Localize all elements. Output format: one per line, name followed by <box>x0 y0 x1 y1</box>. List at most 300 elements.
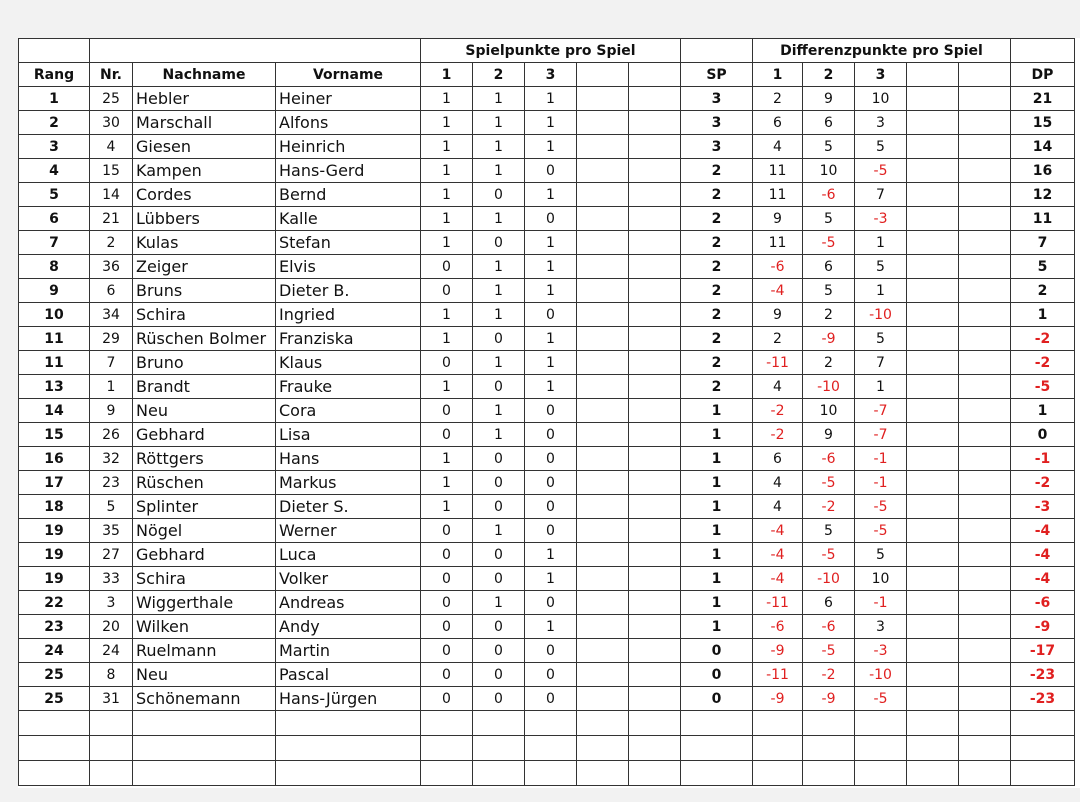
differenz-1-cell[interactable]: 4 <box>753 135 803 159</box>
nr-cell[interactable]: 3 <box>90 591 133 615</box>
spielpunkte-3-cell[interactable]: 0 <box>525 303 577 327</box>
empty-cell[interactable] <box>629 255 681 279</box>
header-empty-cell[interactable] <box>1011 39 1075 63</box>
empty-cell[interactable] <box>907 351 959 375</box>
dp-cell[interactable]: -2 <box>1011 351 1075 375</box>
sp-cell[interactable]: 1 <box>681 615 753 639</box>
empty-cell[interactable] <box>681 736 753 761</box>
rang-cell[interactable]: 2 <box>19 111 90 135</box>
empty-cell[interactable] <box>577 639 629 663</box>
differenz-1-cell[interactable]: 9 <box>753 207 803 231</box>
rang-cell[interactable]: 23 <box>19 615 90 639</box>
empty-cell[interactable] <box>629 543 681 567</box>
nachname-cell[interactable]: Gebhard <box>133 423 276 447</box>
empty-cell[interactable] <box>959 207 1011 231</box>
nr-cell[interactable]: 7 <box>90 351 133 375</box>
empty-cell[interactable] <box>577 375 629 399</box>
empty-cell[interactable] <box>629 687 681 711</box>
spielpunkte-3-cell[interactable]: 1 <box>525 279 577 303</box>
vorname-cell[interactable]: Kalle <box>276 207 421 231</box>
spielpunkte-2-cell[interactable]: 1 <box>473 279 525 303</box>
empty-cell[interactable] <box>959 519 1011 543</box>
sp-cell[interactable]: 2 <box>681 159 753 183</box>
differenz-3-cell[interactable]: 1 <box>855 375 907 399</box>
nachname-cell[interactable]: Hebler <box>133 87 276 111</box>
vorname-cell[interactable]: Frauke <box>276 375 421 399</box>
header-empty-cell[interactable] <box>90 39 421 63</box>
empty-cell[interactable] <box>577 423 629 447</box>
empty-cell[interactable] <box>959 399 1011 423</box>
spielpunkte-2-cell[interactable]: 0 <box>473 663 525 687</box>
spielpunkte-2-cell[interactable]: 0 <box>473 183 525 207</box>
differenz-2-cell[interactable]: -5 <box>803 543 855 567</box>
empty-cell[interactable] <box>19 761 90 786</box>
empty-cell[interactable] <box>577 279 629 303</box>
spielpunkte-2-cell[interactable]: 1 <box>473 399 525 423</box>
nr-cell[interactable]: 4 <box>90 135 133 159</box>
differenz-1-cell[interactable]: -9 <box>753 687 803 711</box>
differenz-1-cell[interactable]: 9 <box>753 303 803 327</box>
dp-cell[interactable]: 12 <box>1011 183 1075 207</box>
nr-cell[interactable]: 26 <box>90 423 133 447</box>
vorname-cell[interactable]: Lisa <box>276 423 421 447</box>
differenz-1-cell[interactable]: 4 <box>753 471 803 495</box>
empty-cell[interactable] <box>959 761 1011 786</box>
vorname-cell[interactable]: Hans-Gerd <box>276 159 421 183</box>
differenz-1-cell[interactable]: 4 <box>753 495 803 519</box>
vorname-cell[interactable]: Bernd <box>276 183 421 207</box>
empty-cell[interactable] <box>629 663 681 687</box>
empty-cell[interactable] <box>577 303 629 327</box>
rang-cell[interactable]: 10 <box>19 303 90 327</box>
empty-cell[interactable] <box>133 761 276 786</box>
differenz-2-cell[interactable]: -5 <box>803 639 855 663</box>
differenz-3-cell[interactable]: -7 <box>855 399 907 423</box>
differenz-2-cell[interactable]: 9 <box>803 423 855 447</box>
empty-cell[interactable] <box>907 495 959 519</box>
spielpunkte-2-cell[interactable]: 0 <box>473 687 525 711</box>
vorname-cell[interactable]: Martin <box>276 639 421 663</box>
spielpunkte-3-cell[interactable]: 0 <box>525 663 577 687</box>
column-header-game-1[interactable]: 1 <box>421 63 473 87</box>
differenz-2-cell[interactable]: -2 <box>803 663 855 687</box>
empty-cell[interactable] <box>959 663 1011 687</box>
spielpunkte-2-cell[interactable]: 1 <box>473 207 525 231</box>
vorname-cell[interactable]: Andreas <box>276 591 421 615</box>
empty-cell[interactable] <box>907 639 959 663</box>
spielpunkte-1-cell[interactable]: 1 <box>421 447 473 471</box>
differenz-2-cell[interactable]: 2 <box>803 303 855 327</box>
empty-cell[interactable] <box>577 543 629 567</box>
differenz-1-cell[interactable]: -11 <box>753 663 803 687</box>
sp-cell[interactable]: 1 <box>681 399 753 423</box>
column-header-empty[interactable] <box>577 63 629 87</box>
spielpunkte-1-cell[interactable]: 0 <box>421 663 473 687</box>
spielpunkte-1-cell[interactable]: 1 <box>421 135 473 159</box>
nr-cell[interactable]: 24 <box>90 639 133 663</box>
rang-cell[interactable]: 7 <box>19 231 90 255</box>
empty-cell[interactable] <box>907 207 959 231</box>
spielpunkte-2-cell[interactable]: 0 <box>473 639 525 663</box>
spielpunkte-1-cell[interactable]: 0 <box>421 399 473 423</box>
empty-cell[interactable] <box>959 471 1011 495</box>
spielpunkte-1-cell[interactable]: 1 <box>421 207 473 231</box>
spielpunkte-3-cell[interactable]: 0 <box>525 687 577 711</box>
sp-cell[interactable]: 2 <box>681 303 753 327</box>
empty-cell[interactable] <box>577 591 629 615</box>
differenz-3-cell[interactable]: -7 <box>855 423 907 447</box>
dp-cell[interactable]: 11 <box>1011 207 1075 231</box>
empty-cell[interactable] <box>907 761 959 786</box>
empty-cell[interactable] <box>753 736 803 761</box>
empty-cell[interactable] <box>959 87 1011 111</box>
nr-cell[interactable]: 8 <box>90 663 133 687</box>
nr-cell[interactable]: 15 <box>90 159 133 183</box>
empty-cell[interactable] <box>421 711 473 736</box>
differenz-1-cell[interactable]: -4 <box>753 519 803 543</box>
empty-cell[interactable] <box>577 327 629 351</box>
sp-cell[interactable]: 2 <box>681 255 753 279</box>
differenz-2-cell[interactable]: 5 <box>803 135 855 159</box>
vorname-cell[interactable]: Dieter B. <box>276 279 421 303</box>
differenz-2-cell[interactable]: -2 <box>803 495 855 519</box>
rang-cell[interactable]: 1 <box>19 87 90 111</box>
differenz-3-cell[interactable]: -3 <box>855 639 907 663</box>
empty-cell[interactable] <box>90 711 133 736</box>
rang-cell[interactable]: 19 <box>19 519 90 543</box>
empty-cell[interactable] <box>907 87 959 111</box>
nr-cell[interactable]: 2 <box>90 231 133 255</box>
spielpunkte-2-cell[interactable]: 0 <box>473 615 525 639</box>
empty-cell[interactable] <box>959 351 1011 375</box>
empty-cell[interactable] <box>525 736 577 761</box>
empty-cell[interactable] <box>629 591 681 615</box>
sp-cell[interactable]: 2 <box>681 375 753 399</box>
vorname-cell[interactable]: Hans <box>276 447 421 471</box>
rang-cell[interactable]: 6 <box>19 207 90 231</box>
vorname-cell[interactable]: Andy <box>276 615 421 639</box>
vorname-cell[interactable]: Stefan <box>276 231 421 255</box>
dp-cell[interactable]: 1 <box>1011 399 1075 423</box>
sp-cell[interactable]: 1 <box>681 495 753 519</box>
nr-cell[interactable]: 29 <box>90 327 133 351</box>
sp-cell[interactable]: 2 <box>681 279 753 303</box>
differenz-2-cell[interactable]: -5 <box>803 471 855 495</box>
spielpunkte-2-cell[interactable]: 1 <box>473 255 525 279</box>
nachname-cell[interactable]: Zeiger <box>133 255 276 279</box>
column-header-game-2[interactable]: 2 <box>473 63 525 87</box>
dp-cell[interactable]: -4 <box>1011 567 1075 591</box>
empty-cell[interactable] <box>907 543 959 567</box>
empty-cell[interactable] <box>907 135 959 159</box>
differenz-1-cell[interactable]: 6 <box>753 111 803 135</box>
empty-cell[interactable] <box>907 375 959 399</box>
spielpunkte-2-cell[interactable]: 1 <box>473 111 525 135</box>
vorname-cell[interactable]: Heiner <box>276 87 421 111</box>
empty-cell[interactable] <box>629 351 681 375</box>
rang-cell[interactable]: 4 <box>19 159 90 183</box>
spielpunkte-1-cell[interactable]: 1 <box>421 303 473 327</box>
empty-cell[interactable] <box>753 761 803 786</box>
empty-cell[interactable] <box>629 207 681 231</box>
spielpunkte-3-cell[interactable]: 1 <box>525 567 577 591</box>
spielpunkte-1-cell[interactable]: 1 <box>421 231 473 255</box>
column-header-diff-1[interactable]: 1 <box>753 63 803 87</box>
nachname-cell[interactable]: Wiggerthale <box>133 591 276 615</box>
nachname-cell[interactable]: Giesen <box>133 135 276 159</box>
empty-cell[interactable] <box>959 736 1011 761</box>
empty-cell[interactable] <box>907 279 959 303</box>
empty-cell[interactable] <box>907 591 959 615</box>
empty-cell[interactable] <box>577 399 629 423</box>
differenz-3-cell[interactable]: -10 <box>855 663 907 687</box>
empty-cell[interactable] <box>577 687 629 711</box>
spielpunkte-1-cell[interactable]: 1 <box>421 471 473 495</box>
differenz-3-cell[interactable]: -5 <box>855 159 907 183</box>
empty-cell[interactable] <box>629 639 681 663</box>
nachname-cell[interactable]: Bruno <box>133 351 276 375</box>
differenz-2-cell[interactable]: -10 <box>803 567 855 591</box>
empty-cell[interactable] <box>907 447 959 471</box>
empty-cell[interactable] <box>959 159 1011 183</box>
spielpunkte-2-cell[interactable]: 0 <box>473 471 525 495</box>
nr-cell[interactable]: 5 <box>90 495 133 519</box>
differenz-1-cell[interactable]: 2 <box>753 87 803 111</box>
nr-cell[interactable]: 23 <box>90 471 133 495</box>
dp-cell[interactable]: -9 <box>1011 615 1075 639</box>
empty-cell[interactable] <box>473 736 525 761</box>
differenz-2-cell[interactable]: 10 <box>803 399 855 423</box>
empty-cell[interactable] <box>803 711 855 736</box>
spielpunkte-1-cell[interactable]: 0 <box>421 543 473 567</box>
spielpunkte-1-cell[interactable]: 0 <box>421 567 473 591</box>
differenz-1-cell[interactable]: -11 <box>753 591 803 615</box>
dp-cell[interactable]: -23 <box>1011 663 1075 687</box>
empty-cell[interactable] <box>907 736 959 761</box>
spielpunkte-1-cell[interactable]: 1 <box>421 375 473 399</box>
spielpunkte-3-cell[interactable]: 0 <box>525 471 577 495</box>
sp-cell[interactable]: 0 <box>681 663 753 687</box>
differenz-3-cell[interactable]: 7 <box>855 351 907 375</box>
empty-cell[interactable] <box>629 399 681 423</box>
dp-cell[interactable]: -4 <box>1011 543 1075 567</box>
vorname-cell[interactable]: Luca <box>276 543 421 567</box>
differenz-1-cell[interactable]: -2 <box>753 399 803 423</box>
empty-cell[interactable] <box>473 711 525 736</box>
empty-cell[interactable] <box>577 495 629 519</box>
dp-cell[interactable]: 21 <box>1011 87 1075 111</box>
differenz-3-cell[interactable]: -5 <box>855 687 907 711</box>
nr-cell[interactable]: 33 <box>90 567 133 591</box>
dp-cell[interactable]: -17 <box>1011 639 1075 663</box>
vorname-cell[interactable]: Cora <box>276 399 421 423</box>
sp-cell[interactable]: 1 <box>681 567 753 591</box>
dp-cell[interactable]: 0 <box>1011 423 1075 447</box>
empty-cell[interactable] <box>959 111 1011 135</box>
empty-cell[interactable] <box>1011 761 1075 786</box>
empty-cell[interactable] <box>577 663 629 687</box>
spielpunkte-2-cell[interactable]: 1 <box>473 303 525 327</box>
empty-cell[interactable] <box>959 135 1011 159</box>
differenz-2-cell[interactable]: -6 <box>803 615 855 639</box>
empty-cell[interactable] <box>907 183 959 207</box>
empty-cell[interactable] <box>577 159 629 183</box>
spielpunkte-group-header[interactable]: Spielpunkte pro Spiel <box>421 39 681 63</box>
differenz-3-cell[interactable]: 5 <box>855 543 907 567</box>
differenz-2-cell[interactable]: -9 <box>803 687 855 711</box>
empty-cell[interactable] <box>133 736 276 761</box>
empty-cell[interactable] <box>803 761 855 786</box>
vorname-cell[interactable]: Werner <box>276 519 421 543</box>
empty-cell[interactable] <box>959 615 1011 639</box>
differenz-1-cell[interactable]: 4 <box>753 375 803 399</box>
rang-cell[interactable]: 15 <box>19 423 90 447</box>
spielpunkte-1-cell[interactable]: 1 <box>421 87 473 111</box>
empty-cell[interactable] <box>629 135 681 159</box>
vorname-cell[interactable]: Hans-Jürgen <box>276 687 421 711</box>
empty-cell[interactable] <box>19 711 90 736</box>
spielpunkte-3-cell[interactable]: 1 <box>525 111 577 135</box>
column-header-game-3[interactable]: 3 <box>525 63 577 87</box>
nachname-cell[interactable]: Ruelmann <box>133 639 276 663</box>
spielpunkte-1-cell[interactable]: 1 <box>421 327 473 351</box>
empty-cell[interactable] <box>629 279 681 303</box>
nachname-cell[interactable]: Neu <box>133 663 276 687</box>
sp-cell[interactable]: 1 <box>681 543 753 567</box>
spielpunkte-1-cell[interactable]: 0 <box>421 279 473 303</box>
spielpunkte-3-cell[interactable]: 1 <box>525 135 577 159</box>
empty-cell[interactable] <box>855 761 907 786</box>
empty-cell[interactable] <box>629 761 681 786</box>
column-header-diff-3[interactable]: 3 <box>855 63 907 87</box>
column-header-empty[interactable] <box>907 63 959 87</box>
spielpunkte-3-cell[interactable]: 1 <box>525 543 577 567</box>
empty-cell[interactable] <box>959 423 1011 447</box>
empty-cell[interactable] <box>907 111 959 135</box>
empty-cell[interactable] <box>959 591 1011 615</box>
differenz-2-cell[interactable]: 5 <box>803 207 855 231</box>
empty-cell[interactable] <box>907 471 959 495</box>
empty-cell[interactable] <box>959 711 1011 736</box>
empty-cell[interactable] <box>276 711 421 736</box>
nachname-cell[interactable]: Cordes <box>133 183 276 207</box>
empty-cell[interactable] <box>629 327 681 351</box>
differenz-1-cell[interactable]: -4 <box>753 279 803 303</box>
spielpunkte-1-cell[interactable]: 1 <box>421 111 473 135</box>
spielpunkte-3-cell[interactable]: 0 <box>525 639 577 663</box>
empty-cell[interactable] <box>577 615 629 639</box>
empty-cell[interactable] <box>577 87 629 111</box>
empty-cell[interactable] <box>1011 736 1075 761</box>
empty-cell[interactable] <box>907 399 959 423</box>
differenz-3-cell[interactable]: -3 <box>855 207 907 231</box>
empty-cell[interactable] <box>629 159 681 183</box>
differenz-1-cell[interactable]: 2 <box>753 327 803 351</box>
empty-cell[interactable] <box>959 639 1011 663</box>
differenz-1-cell[interactable]: -6 <box>753 615 803 639</box>
spielpunkte-2-cell[interactable]: 1 <box>473 351 525 375</box>
differenz-2-cell[interactable]: 10 <box>803 159 855 183</box>
empty-cell[interactable] <box>855 711 907 736</box>
empty-cell[interactable] <box>276 761 421 786</box>
empty-cell[interactable] <box>907 711 959 736</box>
header-empty-cell[interactable] <box>681 39 753 63</box>
empty-cell[interactable] <box>907 231 959 255</box>
empty-cell[interactable] <box>629 711 681 736</box>
empty-cell[interactable] <box>525 761 577 786</box>
empty-cell[interactable] <box>959 495 1011 519</box>
nachname-cell[interactable]: Nögel <box>133 519 276 543</box>
differenz-3-cell[interactable]: 5 <box>855 255 907 279</box>
vorname-cell[interactable]: Alfons <box>276 111 421 135</box>
differenz-1-cell[interactable]: -2 <box>753 423 803 447</box>
empty-cell[interactable] <box>629 87 681 111</box>
empty-cell[interactable] <box>577 711 629 736</box>
empty-cell[interactable] <box>629 423 681 447</box>
empty-cell[interactable] <box>959 327 1011 351</box>
nr-cell[interactable]: 1 <box>90 375 133 399</box>
spielpunkte-1-cell[interactable]: 1 <box>421 183 473 207</box>
nachname-cell[interactable]: Schira <box>133 567 276 591</box>
rang-cell[interactable]: 3 <box>19 135 90 159</box>
differenz-1-cell[interactable]: -4 <box>753 543 803 567</box>
dp-cell[interactable]: -3 <box>1011 495 1075 519</box>
empty-cell[interactable] <box>629 303 681 327</box>
spielpunkte-2-cell[interactable]: 1 <box>473 159 525 183</box>
empty-cell[interactable] <box>577 207 629 231</box>
nr-cell[interactable]: 31 <box>90 687 133 711</box>
spielpunkte-3-cell[interactable]: 1 <box>525 255 577 279</box>
nachname-cell[interactable]: Kampen <box>133 159 276 183</box>
rang-cell[interactable]: 9 <box>19 279 90 303</box>
spielpunkte-3-cell[interactable]: 1 <box>525 87 577 111</box>
empty-cell[interactable] <box>959 543 1011 567</box>
dp-cell[interactable]: -2 <box>1011 471 1075 495</box>
empty-cell[interactable] <box>629 375 681 399</box>
nr-cell[interactable]: 30 <box>90 111 133 135</box>
vorname-cell[interactable]: Volker <box>276 567 421 591</box>
spielpunkte-1-cell[interactable]: 0 <box>421 639 473 663</box>
nachname-cell[interactable]: Rüschen Bolmer <box>133 327 276 351</box>
empty-cell[interactable] <box>421 761 473 786</box>
nachname-cell[interactable]: Neu <box>133 399 276 423</box>
differenz-1-cell[interactable]: 11 <box>753 183 803 207</box>
nr-cell[interactable]: 9 <box>90 399 133 423</box>
rang-cell[interactable]: 19 <box>19 543 90 567</box>
vorname-cell[interactable]: Elvis <box>276 255 421 279</box>
differenz-2-cell[interactable]: -5 <box>803 231 855 255</box>
column-header-rang[interactable]: Rang <box>19 63 90 87</box>
dp-cell[interactable]: 7 <box>1011 231 1075 255</box>
rang-cell[interactable]: 5 <box>19 183 90 207</box>
differenz-3-cell[interactable]: 1 <box>855 279 907 303</box>
sp-cell[interactable]: 2 <box>681 327 753 351</box>
vorname-cell[interactable]: Franziska <box>276 327 421 351</box>
differenz-2-cell[interactable]: 5 <box>803 279 855 303</box>
differenz-2-cell[interactable]: 6 <box>803 591 855 615</box>
rang-cell[interactable]: 22 <box>19 591 90 615</box>
spielpunkte-1-cell[interactable]: 0 <box>421 615 473 639</box>
spielpunkte-3-cell[interactable]: 0 <box>525 159 577 183</box>
nachname-cell[interactable]: Splinter <box>133 495 276 519</box>
spielpunkte-3-cell[interactable]: 0 <box>525 399 577 423</box>
differenz-3-cell[interactable]: -1 <box>855 591 907 615</box>
differenz-3-cell[interactable]: 5 <box>855 327 907 351</box>
empty-cell[interactable] <box>907 567 959 591</box>
sp-cell[interactable]: 2 <box>681 183 753 207</box>
dp-cell[interactable]: -23 <box>1011 687 1075 711</box>
empty-cell[interactable] <box>629 567 681 591</box>
